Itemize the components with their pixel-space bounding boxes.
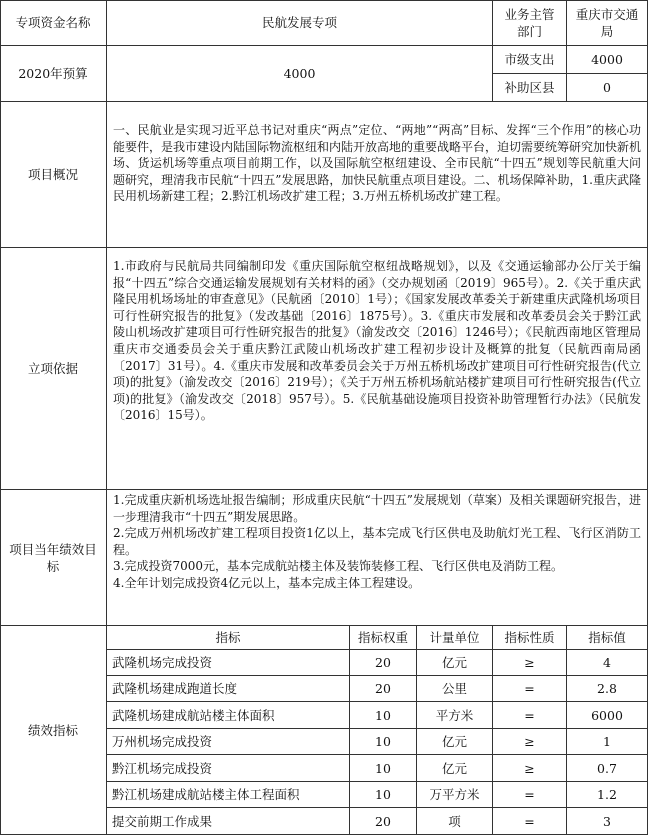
basis-label: 立项依据 bbox=[0, 248, 107, 490]
indicator-header-nature: 指标性质 bbox=[493, 626, 567, 650]
indicator-row-6-name: 黔江机场建成航站楼主体工程面积 bbox=[107, 782, 350, 808]
basis-text: 1.市政府与民航局共同编制印发《重庆国际航空枢纽战略规划》，以及《交通运输部办公厅关于编报“十四五”综合交通运输发展规划有关材料的函》（交办规划函〔2019〕965号）。2.《关于重庆武隆民用机场场址的审查意见》（民航函〔2010〕1号）；《国家发展改革委关于新建重庆武隆机场项目可行性研究报告的批复》（发改基础〔2016〕1875号）。3.《重庆市发展和改革委员会关于黔江武陵山机场改扩建项目可行性研究报告的批复》（渝发改交〔2016〕1246号）；《民航西南地区管理局 重庆市交通委员会关于重庆黔江武陵山机场改扩建工程初步设计及概算的批复（民航西南局函〔2017〕31号）。4.《重庆市发展和改革委员会关于万州五桥机场改扩建项目可行性研究报告(代立项)的批复》（渝发改交〔2016〕219号）；《关于万州五桥机场航站楼扩建项目可行性研究报告(代立项)的批复》（渝发改交〔2018〕957号）。5.《民航基础设施项目投资补助管理暂行办法》（民航发〔2016〕15号）。 bbox=[113, 259, 641, 423]
indicator-row-4-name: 万州机场完成投资 bbox=[107, 729, 350, 755]
goal-item-3: 3.完成投资7000元，基本完成航站楼主体及装饰装修工程、飞行区供电及消防工程。 bbox=[113, 559, 563, 574]
indicator-row-6-value: 1.2 bbox=[567, 782, 648, 808]
indicator-row-7-nature: = bbox=[493, 808, 567, 835]
indicator-row-4-value: 1 bbox=[567, 729, 648, 755]
district-subsidy-value: 0 bbox=[567, 74, 648, 102]
indicator-row-2-unit: 公里 bbox=[417, 676, 493, 702]
indicator-row-7-name: 提交前期工作成果 bbox=[107, 808, 350, 835]
indicator-row-1-nature: ≥ bbox=[493, 650, 567, 676]
indicator-row-1-name: 武隆机场完成投资 bbox=[107, 650, 350, 676]
indicator-row-2-value: 2.8 bbox=[567, 676, 648, 702]
indicator-row-2-weight: 20 bbox=[350, 676, 417, 702]
budget-label: 2020年预算 bbox=[0, 46, 107, 102]
overview-content bbox=[107, 102, 648, 248]
dept-label: 业务主管部门 bbox=[493, 0, 567, 46]
indicator-row-5-weight: 10 bbox=[350, 755, 417, 782]
fund-name-value: 民航发展专项 bbox=[107, 0, 493, 46]
indicator-row-2-name: 武隆机场建成跑道长度 bbox=[107, 676, 350, 702]
indicator-header-unit: 计量单位 bbox=[417, 626, 493, 650]
goal-item-2: 2.完成万州机场改扩建工程项目投资1亿以上，基本完成飞行区供电及助航灯光工程、飞行区消防工程。 bbox=[113, 526, 641, 557]
indicator-row-4-nature: ≥ bbox=[493, 729, 567, 755]
indicators-label: 绩效指标 bbox=[0, 626, 107, 835]
goals-label: 项目当年绩效目标 bbox=[0, 490, 107, 626]
basis-content bbox=[107, 248, 648, 490]
indicator-row-6-unit: 万平方米 bbox=[417, 782, 493, 808]
city-expense-value: 4000 bbox=[567, 46, 648, 74]
indicator-header-name: 指标 bbox=[107, 626, 350, 650]
indicator-row-5-value: 0.7 bbox=[567, 755, 648, 782]
indicator-row-7-value: 3 bbox=[567, 808, 648, 835]
indicator-row-2-nature: = bbox=[493, 676, 567, 702]
indicator-row-5-nature: ≥ bbox=[493, 755, 567, 782]
district-subsidy-label: 补助区县 bbox=[493, 74, 567, 102]
indicator-row-5-name: 黔江机场完成投资 bbox=[107, 755, 350, 782]
indicator-row-3-unit: 平方米 bbox=[417, 702, 493, 729]
indicator-row-1-value: 4 bbox=[567, 650, 648, 676]
indicator-header-weight: 指标权重 bbox=[350, 626, 417, 650]
goal-item-4: 4.全年计划完成投资4亿元以上，基本完成主体工程建设。 bbox=[113, 575, 421, 590]
indicator-row-3-weight: 10 bbox=[350, 702, 417, 729]
overview-text: 一、民航业是实现习近平总书记对重庆“两点”定位、“两地”“两高”目标、发挥“三个作用”的核心功能要件，是我市建设内陆国际物流枢纽和内陆开放高地的重要战略平台，迫切需要统筹研究加快新机场、货运机场等重点项目前期工作，以及国际航空枢纽建设、全市民航“十四五”规划等民航重大问题研究，理清我市民航“十四五”发展思路，加快民航重点项目建设。二、机场保障补助，1.重庆武隆民用机场新建工程；2.黔江机场改扩建工程；3.万州五桥机场改扩建工程。 bbox=[113, 123, 642, 204]
indicator-row-3-name: 武隆机场建成航站楼主体面积 bbox=[107, 702, 350, 729]
indicator-row-3-value: 6000 bbox=[567, 702, 648, 729]
indicator-row-4-unit: 亿元 bbox=[417, 729, 493, 755]
indicator-header-value: 指标值 bbox=[567, 626, 648, 650]
indicator-row-1-unit: 亿元 bbox=[417, 650, 493, 676]
city-expense-label: 市级支出 bbox=[493, 46, 567, 74]
indicator-row-3-nature: = bbox=[493, 702, 567, 729]
indicator-row-6-weight: 10 bbox=[350, 782, 417, 808]
dept-value: 重庆市交通局 bbox=[567, 0, 648, 46]
indicator-row-4-weight: 10 bbox=[350, 729, 417, 755]
fund-name-label: 专项资金名称 bbox=[0, 0, 107, 46]
budget-total: 4000 bbox=[107, 46, 493, 102]
indicator-row-6-nature: = bbox=[493, 782, 567, 808]
indicator-row-5-unit: 亿元 bbox=[417, 755, 493, 782]
goals-content bbox=[107, 490, 648, 626]
indicator-row-7-unit: 项 bbox=[417, 808, 493, 835]
goal-item-1: 1.完成重庆新机场选址报告编制；形成重庆民航“十四五”发展规划（草案）及相关课题研究报告，进一步理清我市“十四五”期发展思路。 bbox=[113, 493, 641, 524]
indicator-row-1-weight: 20 bbox=[350, 650, 417, 676]
indicator-row-7-weight: 20 bbox=[350, 808, 417, 835]
overview-label: 项目概况 bbox=[0, 102, 107, 248]
